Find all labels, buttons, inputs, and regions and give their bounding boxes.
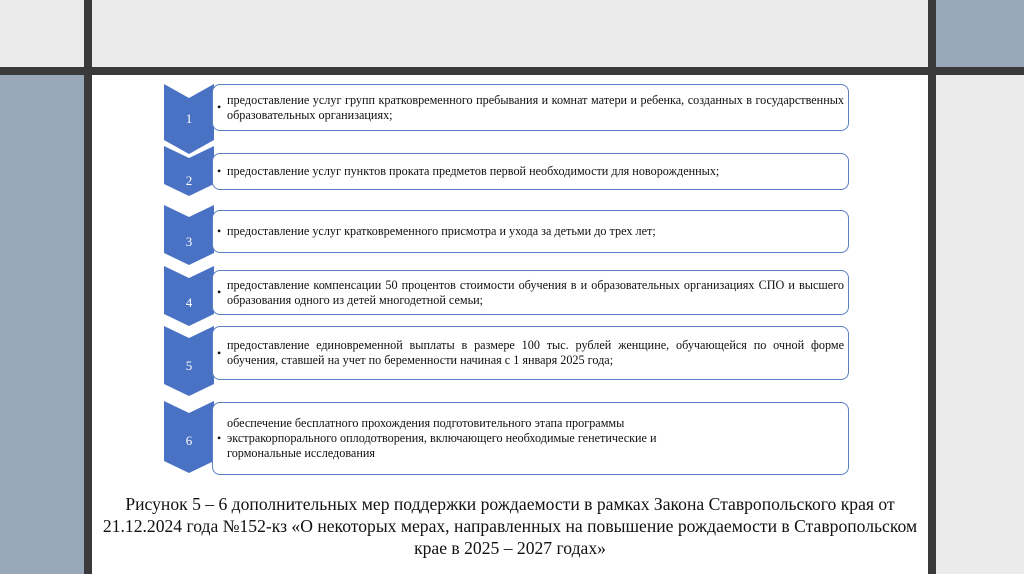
frame-top-left xyxy=(0,0,84,67)
figure-caption: Рисунок 5 – 6 дополнительных мер поддержки рождаемости в рамках Закона Ставропольского края от 21.12.2024 года №152-кз «О некоторых мерах, направленных на повышение рождаемости в Ставропольском крае в 2025 – 2027 годах» xyxy=(102,494,918,558)
bullet: • xyxy=(217,345,222,360)
step-box-2 xyxy=(212,153,849,190)
bullet: • xyxy=(217,285,222,299)
step-chevron-2 xyxy=(164,146,214,196)
step-box-5 xyxy=(212,326,849,380)
step-number-1: 1 xyxy=(185,111,193,126)
frame-top-right xyxy=(936,0,1024,67)
step-number-5: 5 xyxy=(185,358,193,373)
step-text-5: предоставление единовременной выплаты в размере 100 тыс. рублей женщине, обучающейся по очной форме обучения, ставшей на учет по беременности начиная с 1 января 2025 года; xyxy=(227,338,844,367)
bullet: • xyxy=(217,431,222,445)
step-box-4 xyxy=(212,270,849,315)
step-chevron-1 xyxy=(164,84,214,154)
frame-right xyxy=(936,75,1024,574)
frame-top-middle xyxy=(92,0,928,67)
step-number-3: 3 xyxy=(185,234,193,249)
step-text-6: обеспечение бесплатного прохождения подготовительного этапа программы экстракорпорального оплодотворения, включающего необходимые генетические и гормональные исследования xyxy=(227,416,657,460)
step-chevron-6 xyxy=(164,401,214,473)
step-box-1 xyxy=(212,84,849,131)
step-box-6 xyxy=(212,402,849,475)
frame-divider-left xyxy=(84,0,92,574)
step-text-2: предоставление услуг пунктов проката предметов первой необходимости для новорожденных; xyxy=(227,164,720,178)
frame-left xyxy=(0,75,84,574)
step-chevron-5 xyxy=(164,326,214,396)
bullet: • xyxy=(217,100,222,114)
step-text-3: предоставление услуг кратковременного присмотра и ухода за детьми до трех лет; xyxy=(227,224,656,238)
step-text-4: предоставление компенсации 50 процентов стоимости обучения в и образовательных организациях СПО и высшего образования одного из детей многодетной семьи; xyxy=(227,277,844,307)
bullet: • xyxy=(217,164,222,178)
bullet: • xyxy=(217,224,222,238)
step-chevron-4 xyxy=(164,266,214,326)
step-box-3 xyxy=(212,210,849,253)
frame-divider-right xyxy=(928,0,936,574)
step-chevron-3 xyxy=(164,205,214,265)
frame-divider-top xyxy=(0,67,1024,75)
step-number-4: 4 xyxy=(185,295,193,310)
step-text-1: предоставление услуг групп кратковременного пребывания и комнат матери и ребенка, созданных в государственных образовательных организациях; xyxy=(227,92,844,122)
step-number-6: 6 xyxy=(185,433,193,448)
step-number-2: 2 xyxy=(185,173,193,188)
